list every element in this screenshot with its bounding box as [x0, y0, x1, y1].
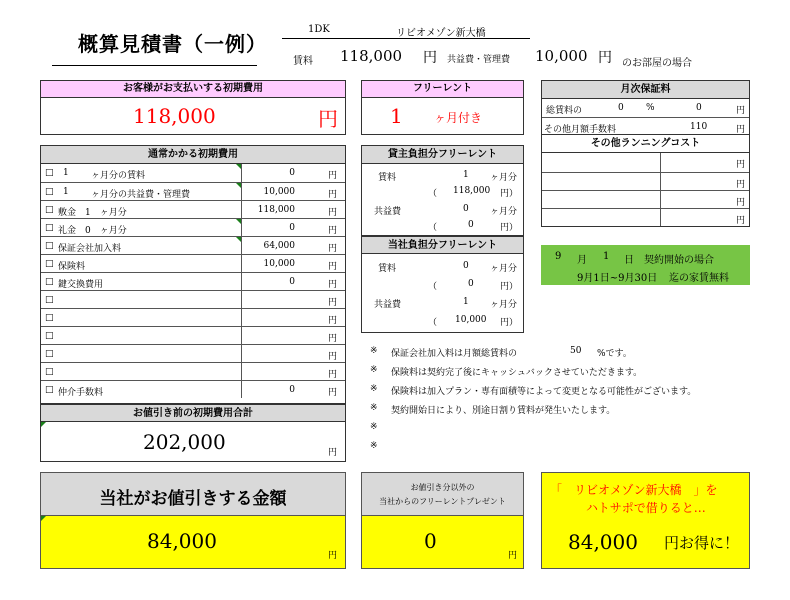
landlord-common-label: 共益費: [374, 207, 402, 217]
running-cost-row: [542, 153, 749, 172]
landlord-common-amount: 0: [468, 220, 474, 230]
present-unit: 円: [508, 551, 518, 561]
landlord-rent-months: 1: [463, 170, 469, 180]
initial-payment-header: お客様がお支払いする初期費用: [41, 81, 345, 98]
cost-value: 10,000: [263, 187, 295, 197]
contract-day-unit: 日: [624, 255, 634, 266]
cell-marker: [236, 164, 241, 169]
cost-unit: 円: [328, 352, 338, 362]
company-months-unit: ヶ月分: [490, 300, 518, 310]
cell-marker: [41, 422, 46, 427]
cost-row: [41, 290, 345, 308]
cost-value: 64,000: [263, 241, 295, 251]
cost-label: ヶ月分の賃料: [91, 171, 146, 181]
running-cost-row: [542, 208, 749, 226]
pre-discount-header: お値引き前の初期費用合計: [41, 404, 345, 422]
running-cost-row: [542, 190, 749, 208]
running-cost-unit: 円: [736, 180, 746, 190]
note-text: 保険料は契約完了後にキャッシュバックさせていただきます。: [391, 368, 643, 378]
cost-value: 118,000: [257, 205, 295, 215]
checkbox-icon[interactable]: □: [45, 187, 54, 197]
initial-payment-unit: 円: [318, 107, 338, 131]
cost-row: [41, 326, 345, 344]
note-tail: %です。: [597, 349, 632, 359]
landlord-free-rent-box: [361, 145, 524, 236]
landlord-rent-amount: 118,000: [453, 186, 491, 196]
cell-marker: [236, 237, 241, 242]
cost-unit: 円: [328, 334, 338, 344]
company-free-rent-box: [361, 236, 524, 333]
landlord-paren-close: 円）: [500, 189, 519, 199]
company-paren-open: （: [428, 318, 438, 328]
cost-unit: 円: [328, 262, 338, 272]
checkbox-icon[interactable]: □: [45, 295, 54, 305]
cost-row: [41, 344, 345, 362]
common-fee-value: 10,000: [535, 47, 588, 65]
page-title: 概算見積書（一例）: [78, 32, 267, 56]
landlord-paren-open: （: [428, 189, 438, 199]
contract-day: 1: [603, 251, 610, 262]
checkbox-icon[interactable]: □: [45, 205, 54, 215]
checkbox-icon[interactable]: □: [45, 223, 54, 233]
cost-row: [41, 308, 345, 326]
present-header-line1: お値引き分以外の: [410, 483, 475, 492]
cost-label: 保険料: [58, 262, 86, 272]
contract-free-text: 迄の家賃無料: [669, 273, 729, 284]
company-free-rent-header: 当社負担分フリーレント: [362, 236, 523, 254]
company-rent-amount: 0: [468, 279, 474, 289]
checkbox-icon[interactable]: □: [45, 277, 54, 287]
running-cost-row: [542, 172, 749, 190]
note-text: 契約開始日により、別途日割り賃料が発生いたします。: [391, 406, 616, 416]
cost-row: [41, 254, 345, 272]
cost-months: 1: [63, 168, 69, 178]
note-value: 50: [570, 346, 582, 356]
guarantee-rate: 0: [618, 103, 624, 113]
discount-box: [40, 472, 346, 569]
discount-amount-area: [41, 516, 345, 568]
cost-value: 0: [289, 168, 295, 178]
cost-unit: 円: [328, 370, 338, 380]
note-text: 保険料は加入プラン・専有面積等によって変更となる可能性がございます。: [391, 387, 697, 397]
discount-header: [41, 473, 345, 516]
guarantee-pct: %: [646, 103, 655, 113]
note-mark: ※: [370, 365, 378, 375]
cell-marker: [41, 516, 46, 521]
checkbox-icon[interactable]: □: [45, 367, 54, 377]
savings-suffix: 円お得に！: [664, 534, 740, 552]
present-amount-area: [362, 516, 523, 568]
free-rent-header: フリーレント: [362, 81, 523, 98]
cost-row: [41, 164, 345, 182]
cost-row: [41, 272, 345, 290]
rent-label: 賃料: [293, 56, 313, 67]
contract-month: 9: [555, 251, 562, 262]
pre-discount-box: [40, 404, 346, 462]
note-mark: ※: [370, 403, 378, 413]
cost-label: 保証会社加入料: [58, 244, 122, 254]
header-suffix: のお部屋の場合: [622, 58, 692, 69]
pre-discount-amount: 202,000: [143, 430, 226, 454]
savings-line1: 「 リビオメゾン新大橋 」を: [550, 483, 718, 497]
guarantee-amount: 110: [690, 122, 708, 132]
cost-unit: 円: [328, 316, 338, 326]
cost-label: 鍵交換費用: [58, 280, 104, 290]
company-rent-label: 賃料: [378, 264, 397, 274]
rent-value: 118,000: [340, 47, 403, 65]
guarantee-label: 総賃料の: [546, 106, 583, 116]
guarantee-label: その他月額手数料: [544, 125, 617, 135]
company-paren-close: 円）: [500, 318, 519, 328]
company-rent-months: 0: [463, 261, 469, 271]
checkbox-icon[interactable]: □: [45, 385, 54, 395]
cost-value: 0: [289, 277, 295, 287]
note-mark: ※: [370, 384, 378, 394]
normal-costs-table: [40, 145, 346, 404]
checkbox-icon[interactable]: □: [45, 241, 54, 251]
cost-label: ヶ月分の共益費・管理費: [91, 190, 191, 200]
cost-row: [41, 236, 345, 254]
cost-value: 10,000: [263, 259, 295, 269]
cost-row: [41, 218, 345, 236]
contract-start-text: 契約開始の場合: [644, 255, 714, 266]
guarantee-box: [541, 80, 750, 135]
initial-payment-box: [40, 80, 346, 135]
savings-box: [541, 472, 750, 569]
title-underline: [52, 65, 257, 66]
cost-row: [41, 362, 345, 380]
note-text: 保証会社加入料は月額総賃料の: [391, 349, 518, 359]
cost-unit: 円: [328, 208, 338, 218]
running-cost-header: その他ランニングコスト: [542, 135, 749, 153]
contract-free-range: 9月1日~9月30日: [577, 273, 658, 284]
company-common-months: 1: [463, 297, 469, 307]
free-rent-suffix: ヶ月付き: [434, 111, 483, 125]
common-fee-yen: 円: [598, 50, 612, 66]
cell-marker: [236, 183, 241, 188]
company-months-unit: ヶ月分: [490, 264, 518, 274]
company-common-label: 共益費: [374, 300, 402, 310]
cost-label: 敷金 1 ヶ月分: [58, 208, 127, 218]
pre-discount-unit: 円: [328, 448, 338, 458]
landlord-paren-close: 円）: [500, 223, 519, 233]
running-cost-unit: 円: [736, 198, 746, 208]
cost-months: 1: [63, 187, 69, 197]
cost-label: 礼金 0 ヶ月分: [58, 226, 127, 236]
cost-row: [41, 200, 345, 218]
normal-costs-header: 通常かかる初期費用: [41, 146, 345, 164]
running-cost-box: [541, 135, 750, 227]
discount-header-text: 当社がお値引きする金額: [99, 489, 287, 509]
checkbox-icon[interactable]: □: [45, 349, 54, 359]
cost-unit: 円: [328, 244, 338, 254]
contract-start-box: [541, 245, 750, 285]
initial-payment-amount: 118,000: [133, 104, 216, 128]
company-paren-close: 円）: [500, 282, 519, 292]
checkbox-icon[interactable]: □: [45, 168, 54, 178]
running-cost-unit: 円: [736, 216, 746, 226]
guarantee-row: [542, 99, 749, 117]
guarantee-header: 月次保証料: [542, 81, 749, 99]
company-paren-open: （: [428, 282, 438, 292]
landlord-rent-label: 賃料: [378, 173, 397, 183]
cost-unit: 円: [328, 226, 338, 236]
checkbox-icon[interactable]: □: [45, 331, 54, 341]
company-common-amount: 10,000: [455, 315, 487, 325]
cost-row: [41, 380, 345, 398]
present-header: [362, 473, 523, 516]
contract-month-unit: 月: [577, 255, 587, 266]
common-fee-label: 共益費・管理費: [447, 55, 511, 65]
landlord-common-months: 0: [463, 204, 469, 214]
savings-line2: ハトサポで借りると…: [586, 501, 706, 515]
guarantee-unit: 円: [736, 125, 746, 135]
discount-unit: 円: [328, 551, 338, 561]
cost-label: 仲介手数料: [58, 388, 104, 398]
note-mark: ※: [370, 441, 378, 451]
cost-row: [41, 182, 345, 200]
landlord-months-unit: ヶ月分: [490, 173, 518, 183]
property-name: リビオメゾン新大橋: [396, 28, 486, 39]
checkbox-icon[interactable]: □: [45, 313, 54, 323]
guarantee-amount: 0: [696, 103, 702, 113]
landlord-free-rent-header: 貸主負担分フリーレント: [362, 146, 523, 164]
guarantee-unit: 円: [736, 106, 746, 116]
header-rule: [282, 38, 530, 39]
free-rent-months: 1: [390, 104, 403, 128]
present-amount: 0: [424, 529, 437, 553]
cost-value: 0: [289, 385, 295, 395]
discount-amount: 84,000: [147, 529, 217, 553]
savings-amount: 84,000: [568, 530, 638, 554]
cost-unit: 円: [328, 388, 338, 398]
cost-unit: 円: [328, 298, 338, 308]
present-box: [361, 472, 524, 569]
checkbox-icon[interactable]: □: [45, 259, 54, 269]
landlord-months-unit: ヶ月分: [490, 207, 518, 217]
guarantee-row: [542, 117, 749, 135]
cell-marker: [236, 219, 241, 224]
cost-unit: 円: [328, 280, 338, 290]
running-cost-unit: 円: [736, 160, 746, 170]
cost-value: 0: [289, 223, 295, 233]
free-rent-box: [361, 80, 524, 135]
rent-yen: 円: [423, 50, 437, 66]
cost-unit: 円: [328, 190, 338, 200]
landlord-paren-open: （: [428, 223, 438, 233]
cost-unit: 円: [328, 171, 338, 181]
note-mark: ※: [370, 346, 378, 356]
present-header-line2: 当社からのフリーレントプレゼント: [379, 497, 506, 506]
note-mark: ※: [370, 422, 378, 432]
room-type: 1DK: [308, 24, 330, 35]
